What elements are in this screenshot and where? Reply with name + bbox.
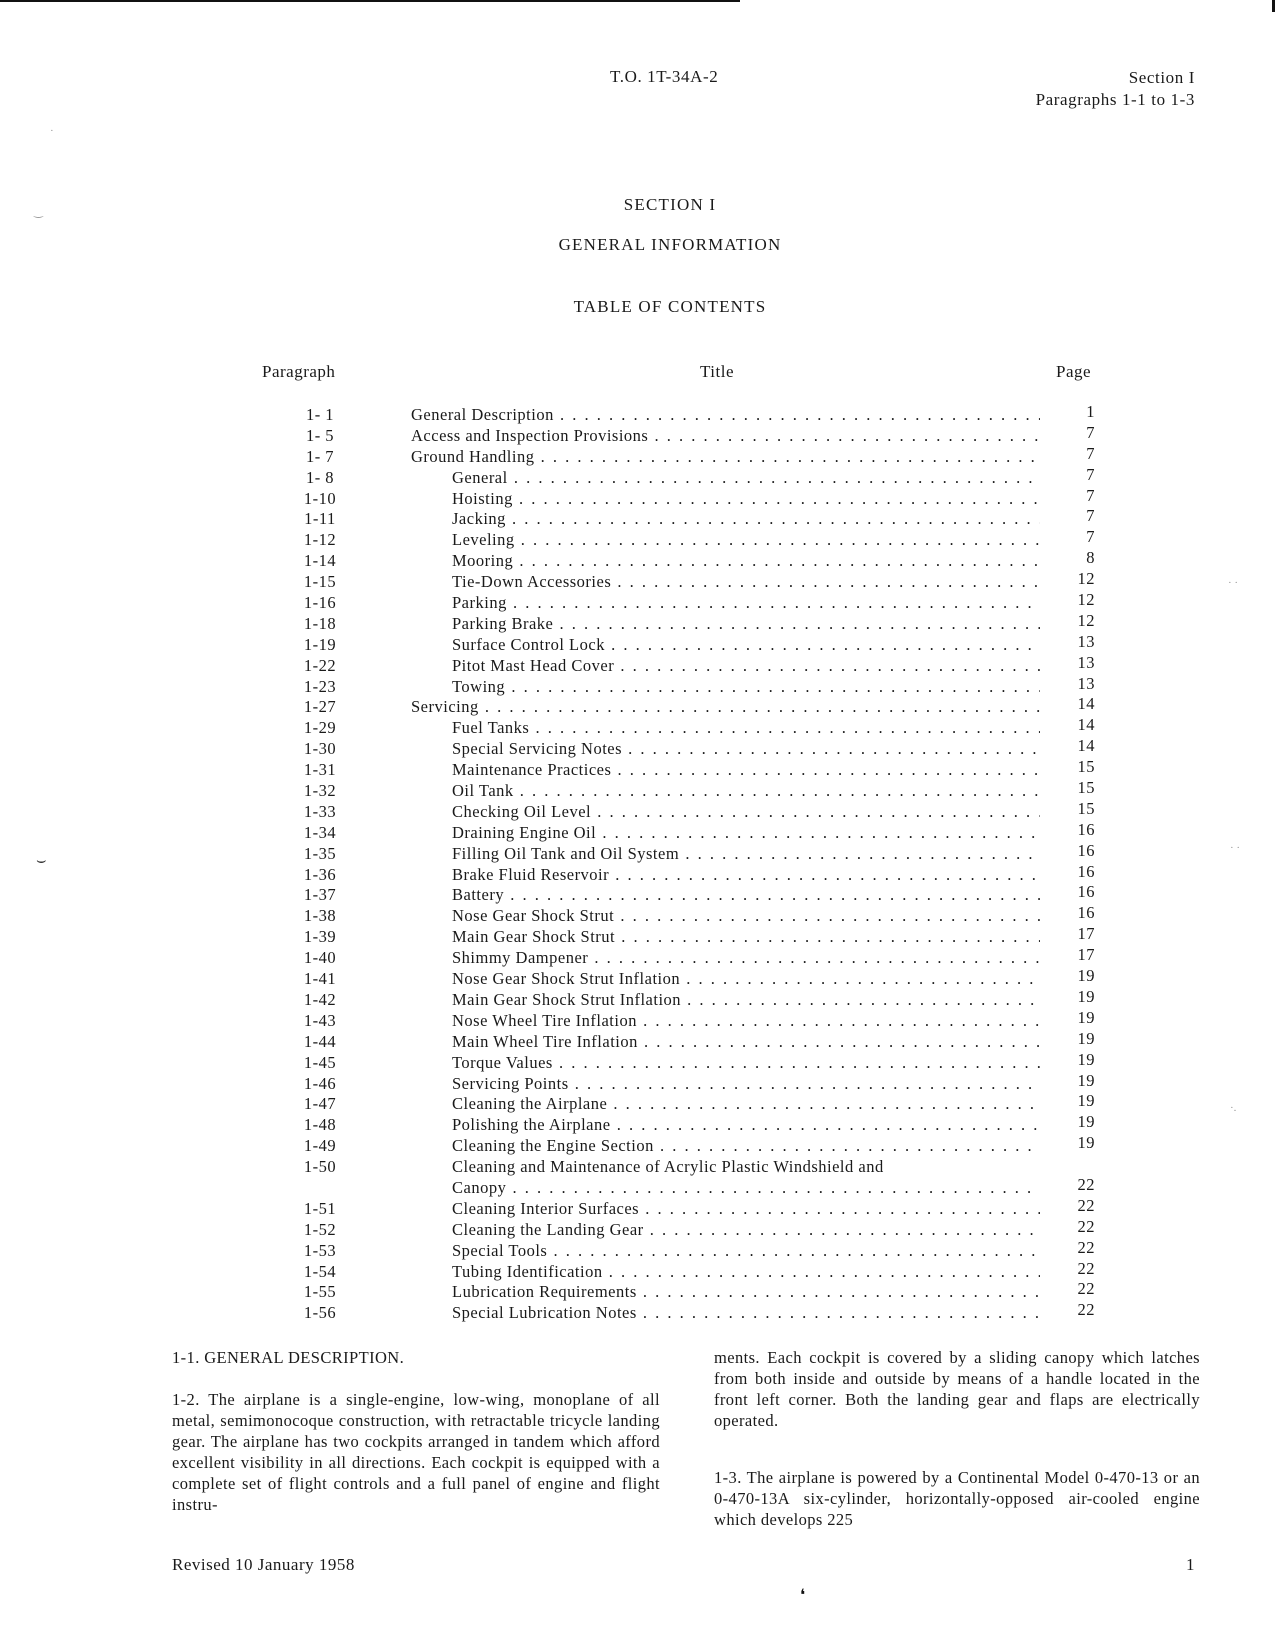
toc-page-number: 15 [1077,778,1095,798]
toc-page-number: 13 [1077,631,1095,651]
toc-paragraph-number: 1-56 [303,1303,337,1323]
section-label: Section I [1128,68,1195,87]
toc-paragraph-number: 1-45 [303,1052,337,1072]
toc-paragraph-number: 1-52 [303,1219,337,1239]
toc-page-number: 7 [1086,443,1095,463]
toc-title: Parking Brake . . . [452,614,1040,635]
scan-top-border [0,0,740,2]
toc-title: Maintenance Practices . . . [452,760,1040,781]
toc-paragraph-number: 1-39 [303,927,337,947]
toc-title: Filling Oil Tank and Oil System . . . [452,844,1040,865]
toc-paragraph-number: 1-37 [303,885,337,905]
toc-title: Special Servicing Notes . . . [452,739,1040,760]
toc-page-number: 22 [1077,1216,1095,1236]
paragraph-1-2-continued: ments. Each cockpit is covered by a sliding canopy which latches from both inside and outside by means of a handle located in the front left corner. Both the landing gear and flaps are electrically operated. [714,1348,1200,1430]
toc-paragraph-number: 1-16 [303,593,337,613]
right-column [714,1347,1200,1530]
toc-title: Special Lubrication Notes . . . [452,1303,1040,1324]
toc-title: Access and Inspection Provisions . . . [411,426,1040,447]
toc-page-number: 7 [1086,506,1095,526]
toc-page-number: 12 [1077,569,1095,589]
paragraph-1-3: 1-3. The airplane is powered by a Continental Model 0-470-13 or an 0-470-13A six-cylinder, horizontally-opposed air-cooled engine which develops 225 [714,1468,1200,1529]
toc-title: Tubing Identification . . . [452,1262,1040,1283]
section-title: SECTION I [623,195,717,214]
toc-page-number: 17 [1077,945,1095,965]
toc-row [0,1300,1275,1324]
toc-page-number: 16 [1077,819,1095,839]
toc-paragraph-number: 1-48 [303,1115,337,1135]
toc-title: Draining Engine Oil . . . [452,823,1040,844]
toc-paragraph-number: 1- 1 [305,405,335,424]
toc-page-number: 7 [1086,527,1095,547]
toc-title: Torque Values . . . [452,1053,1040,1074]
toc-title: Main Gear Shock Strut Inflation . . . [452,990,1040,1011]
toc-title: Towing . . . [452,677,1040,698]
toc-title: Checking Oil Level . . . [452,802,1040,823]
to-number: T.O. 1T-34A-2 [610,67,719,86]
toc-paragraph-number: 1-50 [303,1157,337,1177]
toc-title: Ground Handling . . . [411,447,1040,468]
toc-title: Cleaning the Engine Section . . . [452,1136,1040,1157]
toc-title: Leveling . . . [452,530,1040,551]
paragraph-range: Paragraphs 1-1 to 1-3 [1035,90,1195,109]
scan-speck: ⌣ [36,852,47,869]
toc-page-number: 19 [1077,966,1095,986]
toc-paragraph-number: 1-40 [303,948,337,968]
toc-paragraph-number: 1-31 [303,760,337,780]
toc-title: Mooring . . . [452,551,1040,572]
toc-list [0,402,1275,1324]
toc-page-number: 22 [1077,1300,1095,1320]
toc-paragraph-number: 1-33 [303,801,337,821]
toc-page-number: 7 [1086,464,1095,484]
toc-page-number: 14 [1077,715,1095,735]
revision-date: Revised 10 January 1958 [172,1555,355,1574]
toc-title: Canopy . . . [452,1178,1040,1199]
toc-page-number: 12 [1077,590,1095,610]
scan-speck: ·. [1230,1102,1237,1114]
toc-page-number: 22 [1077,1174,1095,1194]
toc-paragraph-number: 1-36 [303,864,337,884]
toc-title: Nose Gear Shock Strut . . . [452,906,1040,927]
scan-speck: · [50,125,54,137]
toc-page-number: 15 [1077,798,1095,818]
toc-page-number: 7 [1086,422,1095,442]
toc-page-number: 8 [1086,548,1095,568]
left-column [172,1347,660,1515]
toc-paragraph-number: 1-51 [303,1198,337,1218]
toc-title: Nose Gear Shock Strut Inflation . . . [452,969,1040,990]
toc-paragraph-number: 1- 7 [305,446,335,466]
toc-paragraph-number: 1-47 [303,1094,337,1114]
toc-title: Cleaning and Maintenance of Acrylic Plastic Windshield and [452,1157,884,1177]
toc-paragraph-number: 1-18 [303,613,337,633]
toc-page-number: 22 [1077,1237,1095,1257]
toc-page-number: 19 [1077,1070,1095,1090]
toc-paragraph-number: 1-46 [303,1073,337,1093]
toc-page-number: 1 [1086,402,1095,421]
toc-page-number: 19 [1077,1133,1095,1153]
scan-speck: · · [1228,577,1239,589]
toc-page-number: 19 [1077,1049,1095,1069]
toc-page-number: 17 [1077,924,1095,944]
toc-page-number: 13 [1077,673,1095,693]
scan-speck: ‿ [34,206,43,218]
toc-title: Hoisting . . . [452,489,1040,510]
toc-title: Lubrication Requirements . . . [452,1282,1040,1303]
toc-paragraph-number: 1-35 [303,843,337,863]
toc-page-number: 19 [1077,1007,1095,1027]
toc-page-number: 19 [1077,1112,1095,1132]
toc-page-number: 14 [1077,694,1095,714]
page-number: 1 [1186,1555,1195,1574]
toc-paragraph-number: 1-23 [303,676,337,696]
toc-paragraph-number: 1-43 [303,1010,337,1030]
toc-page-number: 14 [1077,736,1095,756]
toc-title: General Description . . . [411,405,1040,426]
toc-paragraph-number: 1-14 [303,551,337,571]
toc-page-number: 19 [1077,1028,1095,1048]
toc-paragraph-number: 1-29 [303,718,337,738]
toc-page-number: 19 [1077,1091,1095,1111]
toc-title: Special Tools . . . [452,1241,1040,1262]
toc-title: Cleaning the Landing Gear . . . [452,1220,1040,1241]
toc-page-number: 22 [1077,1279,1095,1299]
toc-title: Polishing the Airplane . . . [452,1115,1040,1136]
toc-heading-page: Page [1056,362,1092,381]
toc-title: Cleaning Interior Surfaces . . . [452,1199,1040,1220]
toc-paragraph-number: 1- 8 [305,467,335,487]
toc-heading-title: Title [700,362,735,381]
toc-paragraph-number: 1-22 [303,655,337,675]
toc-row [0,1133,1275,1157]
toc-page-number: 7 [1086,485,1095,505]
toc-title: Shimmy Dampener . . . [452,948,1040,969]
toc-title: Parking . . . [452,593,1040,614]
toc-page-number: 16 [1077,840,1095,860]
toc-paragraph-number: 1-11 [304,509,336,529]
toc-title: Main Gear Shock Strut . . . [452,927,1040,948]
toc-title: Main Wheel Tire Inflation . . . [452,1032,1040,1053]
toc-page-number: 16 [1077,903,1095,923]
toc-paragraph-number: 1-41 [303,969,337,989]
toc-paragraph-number: 1-27 [303,697,337,717]
toc-paragraph-number: 1-38 [303,906,337,926]
toc-paragraph-number: 1-15 [303,572,337,592]
toc-page-number: 16 [1077,882,1095,902]
toc-paragraph-number: 1- 5 [305,425,335,445]
toc-title: Surface Control Lock . . . [452,635,1040,656]
toc-paragraph-number: 1-30 [303,739,337,759]
scan-speck: · · [1230,842,1241,854]
toc-paragraph-number: 1-32 [303,781,337,801]
toc-title: Servicing . . . [411,697,1040,718]
toc-title: Fuel Tanks . . . [452,718,1040,739]
toc-paragraph-number: 1-42 [303,989,337,1009]
toc-page-number: 19 [1077,986,1095,1006]
toc-paragraph-number: 1-49 [303,1136,337,1156]
toc-page-number: 22 [1077,1258,1095,1278]
toc-paragraph-number: 1-55 [303,1282,337,1302]
paragraph-1-2: 1-2. The airplane is a single-engine, low-wing, monoplane of all metal, semimonocoque construction, with retractable tricycle landing gear. The airplane has two cockpits arranged in tandem which afford excellent visibility in all directions. Each cockpit is equipped with a complete set of flight controls and a full panel of engine and flight instru- [172,1390,660,1514]
general-description-heading: 1-1. GENERAL DESCRIPTION. [172,1348,405,1367]
toc-title: Battery . . . [452,885,1040,906]
toc-page-number: 22 [1077,1195,1095,1215]
toc-paragraph-number: 1-34 [303,822,337,842]
toc-paragraph-number: 1-44 [303,1031,337,1051]
toc-page-number: 16 [1077,861,1095,881]
toc-title: Brake Fluid Reservoir . . . [452,865,1040,886]
toc-heading-paragraph: Paragraph [262,362,336,381]
toc-paragraph-number: 1-12 [303,530,337,550]
toc-title: Nose Wheel Tire Inflation . . . [452,1011,1040,1032]
toc-title: Jacking . . . [452,509,1040,530]
scan-speck: ❛ [800,1587,806,1604]
toc-title: General . . . [452,468,1040,489]
toc-title: Servicing Points . . . [452,1074,1040,1095]
toc-title: Tie-Down Accessories . . . [452,572,1040,593]
toc-paragraph-number: 1-54 [303,1261,337,1281]
toc-page-number: 13 [1077,652,1095,672]
toc-page-number: 12 [1077,610,1095,630]
toc-paragraph-number: 1-53 [303,1240,337,1260]
toc-title: TABLE OF CONTENTS [573,297,767,316]
toc-title: Oil Tank . . . [452,781,1040,802]
toc-paragraph-number: 1-19 [303,634,337,654]
section-subtitle: GENERAL INFORMATION [558,235,782,254]
toc-title: Pitot Mast Head Cover . . . [452,656,1040,677]
toc-page-number: 15 [1077,757,1095,777]
section-reference [1036,67,1195,111]
toc-paragraph-number: 1-10 [303,488,337,508]
toc-title: Cleaning the Airplane . . . [452,1094,1040,1115]
